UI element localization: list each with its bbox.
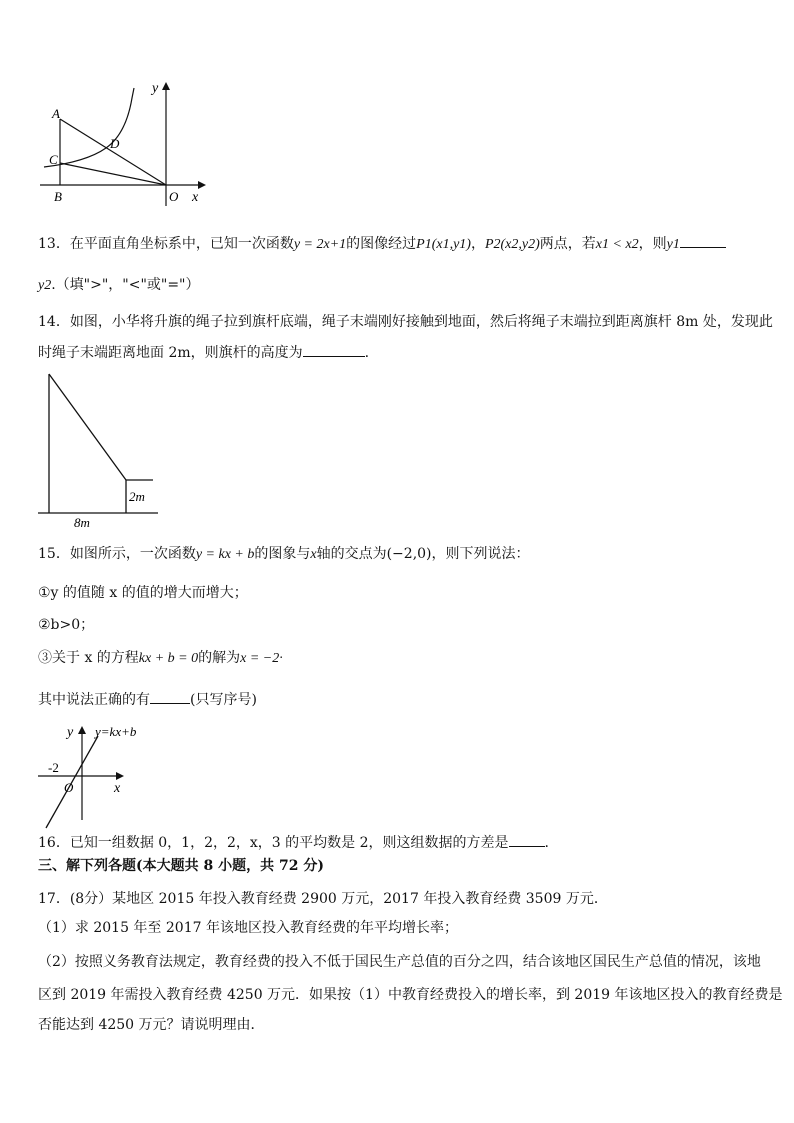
label-y: y bbox=[67, 725, 74, 740]
q17-line2: （1）求 2015 年至 2017 年该地区投入教育经费的年平均增长率； bbox=[38, 920, 458, 936]
answer-blank bbox=[509, 833, 545, 847]
y-axis-arrow bbox=[78, 726, 86, 734]
label-8m: 8m bbox=[74, 515, 90, 530]
label-o: O bbox=[169, 189, 179, 204]
label-y: y bbox=[152, 81, 159, 96]
q14-line1: 14．如图，小华将升旗的绳子拉到旗杆底端，绳子末端刚好接触到地面，然后将绳子末端拉到距离旗杆 8m 处，发现此 bbox=[38, 314, 773, 330]
label-a: A bbox=[52, 106, 60, 121]
q13-figure bbox=[36, 78, 206, 208]
q15-item3: ③关于 x 的方程kx + b = 0的解为x = −2· bbox=[38, 650, 283, 666]
label-c: C bbox=[49, 152, 58, 167]
label-x: x bbox=[114, 781, 121, 796]
q17-line4: 区到 2019 年需投入教育经费 4250 万元．如果按（1）中教育经费投入的增长率，到 2019 年该地区投入的教育经费是 bbox=[38, 987, 783, 1003]
q15-figure bbox=[36, 720, 186, 832]
label-b: B bbox=[54, 189, 62, 204]
label-2m: 2m bbox=[129, 489, 145, 504]
segment-co bbox=[60, 163, 166, 185]
answer-blank bbox=[150, 690, 190, 704]
label-function: y=kx+b bbox=[95, 724, 137, 739]
q14-figure bbox=[36, 368, 166, 530]
q17-line3: （2）按照义务教育法规定，教育经费的投入不低于国民生产总值的百分之四，结合该地区国民生产总值的情况，该地 bbox=[38, 954, 761, 970]
q15-line5: 其中说法正确的有 (只写序号) bbox=[38, 692, 257, 708]
q17-line1: 17．(8分）某地区 2015 年投入教育经费 2900 万元，2017 年投入教育经费 3509 万元． bbox=[38, 891, 608, 907]
q14-line2: 时绳子末端距离地面 2m，则旗杆的高度为 . bbox=[38, 345, 370, 361]
x-axis-arrow bbox=[116, 772, 124, 780]
label-d: D bbox=[110, 136, 120, 151]
q13-line2: y2.（填">"，"<"或"="） bbox=[38, 277, 200, 293]
y-axis-arrow bbox=[162, 82, 170, 90]
label-x: x bbox=[192, 190, 199, 205]
q15-line1: 15．如图所示，一次函数y = kx + b的图象与x轴的交点为(−2,0)，则下列说法： bbox=[38, 546, 530, 562]
q16-line: 16．已知一组数据 0，1，2，2，x，3 的平均数是 2，则这组数据的方差是 . bbox=[38, 835, 549, 851]
q15-item2: ②b>0； bbox=[38, 617, 95, 633]
label-o: O bbox=[64, 780, 74, 795]
x-axis-arrow bbox=[198, 181, 206, 189]
label-neg2: -2 bbox=[48, 760, 59, 775]
segment-ao bbox=[60, 119, 166, 185]
rope bbox=[49, 374, 126, 480]
q13-line1: 13．在平面直角坐标系中，已知一次函数y = 2x+1的图像经过P1(x1,y1)，P2(x2,y2)两点，若x1 < x2，则y1 bbox=[38, 234, 726, 254]
q15-item1: ①y 的值随 x 的值的增大而增大； bbox=[38, 585, 248, 601]
q17-line5: 否能达到 4250 万元？请说明理由． bbox=[38, 1017, 265, 1033]
section-heading: 三、解下列各题(本大题共 8 小题，共 72 分) bbox=[38, 858, 324, 874]
answer-blank bbox=[303, 343, 365, 357]
answer-blank bbox=[680, 234, 726, 248]
